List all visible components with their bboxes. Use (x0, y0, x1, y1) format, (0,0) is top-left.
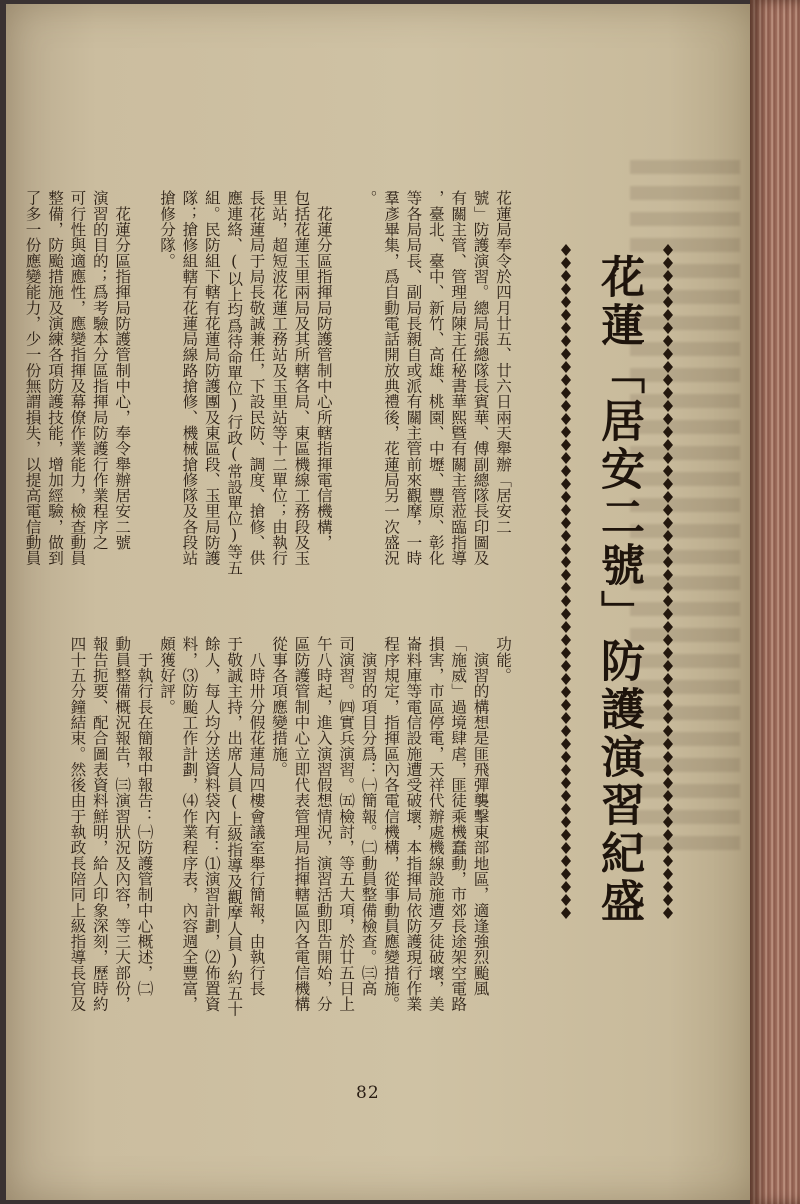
border-diamond (561, 569, 571, 581)
border-diamond (663, 842, 673, 854)
text-column: 動員整備概況報告，㈢演習狀況及內容，等三大部份， (113, 636, 132, 1012)
border-diamond (561, 413, 571, 425)
text-column: 搶修分隊。 (158, 190, 176, 269)
text-column: 八時卅分假花蓮局四樓會議室舉行簡報，由執行長 (247, 636, 266, 996)
border-diamond (663, 894, 673, 906)
text-column: 料，⑶防颱工作計劃，⑷作業程序表，內容週全豐富， (180, 636, 199, 1012)
text-column: 從事各項應變措施。 (270, 636, 288, 777)
text-column: 花蓮分區指揮局防護管制中心，奉令舉辦居安二號 (113, 190, 132, 550)
page-number: 82 (356, 1083, 380, 1103)
border-diamond (663, 452, 673, 464)
border-diamond (663, 868, 673, 880)
border-diamond (663, 426, 673, 438)
border-diamond (561, 738, 571, 750)
border-diamond (663, 257, 673, 269)
border-diamond (561, 881, 571, 893)
border-diamond (561, 270, 571, 282)
border-diamond (561, 504, 571, 516)
text-column: 演習的項目分爲：㈠簡報。㈡動員整備檢查。㈢高 (359, 636, 378, 996)
text-column: 午八時起，進入演習假想情況，演習活動即告開始，分 (314, 636, 333, 1012)
border-diamond (663, 790, 673, 802)
border-diamond (561, 387, 571, 399)
text-column: 演習的目的；爲考驗本分區指揮局防護行作業程序之 (90, 190, 109, 550)
text-column: 司演習。㈣實兵演習。㈤檢討，等五大項，於廿五日上 (337, 636, 356, 1012)
border-diamond (663, 712, 673, 724)
border-diamond (663, 413, 673, 425)
text-column: 花蓮分區指揮局防護管制中心所轄指揮電信機構， (314, 190, 333, 550)
border-diamond (663, 595, 673, 607)
border-diamond (663, 296, 673, 308)
border-diamond (663, 543, 673, 555)
border-diamond (663, 829, 673, 841)
border-diamond (663, 309, 673, 321)
text-column: 有關主管、管理局陳主任秘書華熙曁有關主管蒞臨指導 (449, 190, 468, 566)
border-diamond (663, 881, 673, 893)
border-diamond (561, 764, 571, 776)
border-diamond (561, 556, 571, 568)
border-diamond (663, 335, 673, 347)
border-diamond (561, 244, 571, 256)
border-diamond (663, 530, 673, 542)
text-column: 。 (359, 190, 378, 206)
border-diamond (561, 361, 571, 373)
border-diamond (561, 439, 571, 451)
border-diamond (663, 374, 673, 386)
text-column: 功能。 (494, 636, 512, 683)
title-frame (562, 242, 672, 926)
border-diamond (663, 673, 673, 685)
border-diamond (663, 725, 673, 737)
text-column: 頗獲好評。 (158, 636, 176, 715)
border-diamond (663, 517, 673, 529)
border-diamond (663, 634, 673, 646)
border-diamond (561, 712, 571, 724)
border-diamond (663, 751, 673, 763)
border-diamond (561, 465, 571, 477)
title-border-right (660, 242, 676, 922)
border-diamond (561, 855, 571, 867)
text-column: 隊；搶修組轄有花蓮局線路搶修、機械搶修隊及各段站 (180, 190, 199, 566)
border-diamond (561, 595, 571, 607)
text-column: 應連絡、(以上均爲待命單位)行政(常設單位)等五 (225, 190, 244, 576)
border-diamond (561, 751, 571, 763)
border-diamond (663, 582, 673, 594)
border-diamond (561, 790, 571, 802)
text-column: 了多一份應變能力，少一份無謂損失，以提高電信動員 (23, 190, 42, 566)
border-diamond (561, 686, 571, 698)
text-column: 「施威」過境肆虐，匪徒乘機蠢動，市郊長途架空電路 (449, 636, 468, 1012)
text-column: 報告扼要、配合圖表資料鮮明，給人印象深刻，歷時約 (90, 636, 109, 1012)
text-column: 可行性與適應性，應變指揮及幕僚作業能力，檢查動員 (68, 190, 87, 566)
border-diamond (663, 504, 673, 516)
border-diamond (561, 803, 571, 815)
text-column: 四十五分鐘結束。然後由于執政長陪同上級指導長官及 (68, 636, 87, 1012)
border-diamond (663, 465, 673, 477)
border-diamond (663, 699, 673, 711)
title-border-left (558, 242, 574, 922)
border-diamond (561, 699, 571, 711)
border-diamond (561, 634, 571, 646)
text-column: 花蓮局奉令於四月廿五、廿六日兩天舉辦「居安二 (494, 190, 512, 535)
border-diamond (561, 257, 571, 269)
border-diamond (663, 569, 673, 581)
border-diamond (663, 244, 673, 256)
border-diamond (561, 322, 571, 334)
border-diamond (561, 517, 571, 529)
text-column: 餘人，每人均分送資料袋內有：⑴演習計劃，⑵佈置資 (202, 636, 221, 1012)
border-diamond (663, 478, 673, 490)
border-diamond (663, 491, 673, 503)
border-diamond (663, 803, 673, 815)
border-diamond (561, 907, 571, 919)
border-diamond (663, 270, 673, 282)
border-diamond (663, 855, 673, 867)
border-diamond (663, 348, 673, 360)
border-diamond (663, 764, 673, 776)
border-diamond (663, 439, 673, 451)
border-diamond (663, 621, 673, 633)
border-diamond (561, 296, 571, 308)
border-diamond (561, 647, 571, 659)
border-diamond (663, 660, 673, 672)
border-diamond (663, 738, 673, 750)
border-diamond (561, 777, 571, 789)
border-diamond (561, 426, 571, 438)
border-diamond (663, 361, 673, 373)
border-diamond (561, 582, 571, 594)
border-diamond (663, 907, 673, 919)
text-column: 于敬誠主持，出席人員(上級指導及觀摩人員)約五十 (225, 636, 244, 1017)
text-column: 整備，防颱措施及演練各項防護技能，增加經驗，做到 (46, 190, 64, 566)
border-diamond (561, 400, 571, 412)
text-column: 長花蓮局于局長敬誠兼任，下設民防、調度、搶修、供 (247, 190, 266, 566)
text-column: 等各局局長、副局長親自或派有關主管前來觀摩，一時 (404, 190, 423, 566)
border-diamond (561, 608, 571, 620)
border-diamond (663, 387, 673, 399)
border-diamond (561, 530, 571, 542)
border-diamond (663, 322, 673, 334)
border-diamond (663, 608, 673, 620)
border-diamond (561, 491, 571, 503)
border-diamond (663, 777, 673, 789)
border-diamond (561, 842, 571, 854)
text-column: 于執行長在簡報中報告：㈠防護管制中心概述，㈡ (135, 636, 154, 996)
text-column: 號」防護演習。總局張總隊長賓華、傅副總隊長印圖及 (471, 190, 490, 566)
text-column: 程序規定，指揮區內各電信機構，從事動員應變措施。 (382, 636, 400, 1012)
text-column: 組。民防組下轄有花蓮局防護團及東區段、玉里局防護 (202, 190, 221, 566)
border-diamond (561, 374, 571, 386)
text-column: 區防護管制中心立即代表管理局指揮轄區內各電信機構 (292, 636, 311, 1012)
text-column: 羣彥畢集，爲自動電話開放典禮後，花蓮局另一次盛況 (382, 190, 400, 566)
border-diamond (561, 894, 571, 906)
border-diamond (561, 348, 571, 360)
border-diamond (561, 543, 571, 555)
text-column: 里站，超短波花蓮工務站及玉里站等十二單位；由執行 (270, 190, 288, 566)
border-diamond (561, 283, 571, 295)
border-diamond (561, 725, 571, 737)
text-column: 包括花蓮玉里兩局及其所轄各局、東區機線工務段及玉 (292, 190, 311, 566)
border-diamond (561, 478, 571, 490)
border-diamond (561, 309, 571, 321)
border-diamond (561, 829, 571, 841)
border-diamond (561, 660, 571, 672)
border-diamond (561, 816, 571, 828)
border-diamond (561, 621, 571, 633)
border-diamond (663, 283, 673, 295)
border-diamond (561, 673, 571, 685)
border-diamond (561, 335, 571, 347)
book-page-edges (750, 0, 800, 1204)
border-diamond (663, 400, 673, 412)
border-diamond (561, 868, 571, 880)
article-title: 花蓮「居安二號」防護演習紀盛 (593, 254, 644, 926)
border-diamond (663, 816, 673, 828)
border-diamond (663, 686, 673, 698)
border-diamond (561, 452, 571, 464)
text-column: 損害，市區停電，天祥代辦處機線設施遭歹徒破壞，美 (426, 636, 445, 1012)
text-column: 演習的構想是匪飛彈襲擊東部地區，適逢強烈颱風 (471, 636, 490, 996)
text-column: ，臺北、臺中、新竹、高雄、桃園、中壢、豐原、彰化 (426, 190, 445, 566)
text-column: 崙料庫等電信設施遭受破壞，本指揮局依防護現行作業 (404, 636, 423, 1012)
border-diamond (663, 647, 673, 659)
border-diamond (663, 556, 673, 568)
